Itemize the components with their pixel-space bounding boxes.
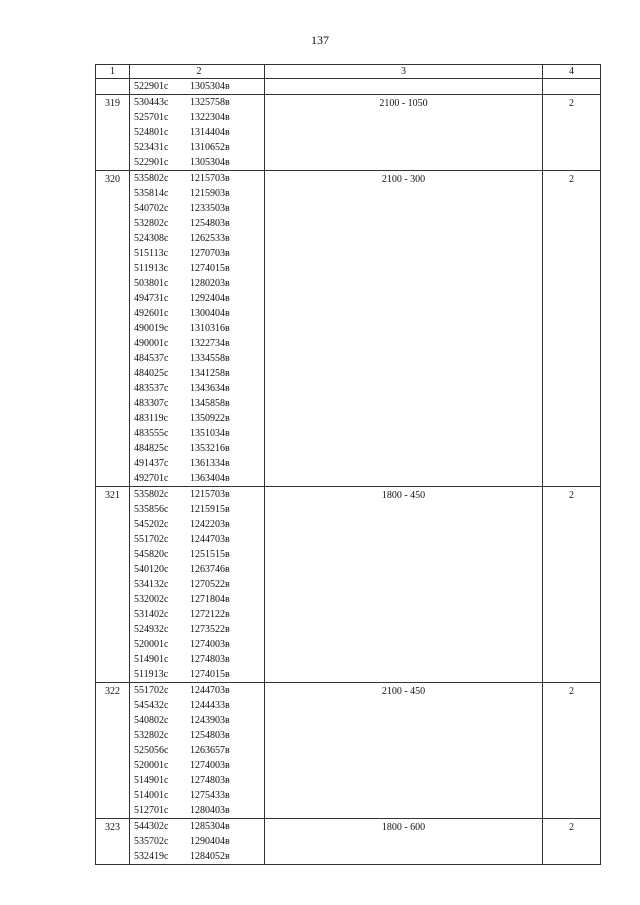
coordinates-cell [130, 95, 265, 171]
latitude-value: 483307с [134, 398, 169, 409]
latitude-value: 545202с [134, 519, 169, 530]
latitude-value: 535802с [134, 173, 169, 184]
latitude-value: 511913с [134, 669, 169, 680]
coordinate-pair [134, 849, 264, 864]
row-number: 319 [105, 98, 120, 109]
row-number-cell [96, 95, 130, 171]
longitude-value: 1341258в [190, 368, 230, 379]
longitude-value: 1345858в [190, 398, 230, 409]
latitude-value: 524932с [134, 624, 169, 635]
latitude-value: 551702с [134, 534, 169, 545]
coordinate-pair [134, 471, 264, 486]
longitude-value: 1242203в [190, 519, 230, 530]
range-cell [265, 79, 543, 95]
latitude-value: 492701с [134, 473, 169, 484]
longitude-value: 1280203в [190, 278, 230, 289]
longitude-value: 1254803в [190, 218, 230, 229]
longitude-value: 1361334в [190, 458, 230, 469]
longitude-value: 1244433в [190, 700, 230, 711]
latitude-value: 494731с [134, 293, 169, 304]
longitude-value: 1273522в [190, 624, 230, 635]
coordinate-pair [134, 110, 264, 125]
coordinates-cell [130, 487, 265, 683]
latitude-value: 514901с [134, 775, 169, 786]
longitude-value: 1300404в [190, 308, 230, 319]
latitude-value: 540702с [134, 203, 169, 214]
table-row [96, 683, 601, 819]
coordinate-pair [134, 592, 264, 607]
longitude-value: 1284052в [190, 851, 230, 862]
latitude-value: 540120с [134, 564, 169, 575]
longitude-value: 1274015в [190, 263, 230, 274]
coordinate-pair [134, 728, 264, 743]
coordinate-pair [134, 456, 264, 471]
table-row [96, 171, 601, 487]
range-cell [265, 171, 543, 487]
latitude-value: 483555с [134, 428, 169, 439]
table-header-row [96, 65, 601, 79]
row-number: 323 [105, 822, 120, 833]
coordinate-pair [134, 441, 264, 456]
longitude-value: 1274015в [190, 669, 230, 680]
coordinate-pair [134, 186, 264, 201]
page-number: 137 [311, 33, 329, 47]
coordinate-pair [134, 366, 264, 381]
count-cell [543, 683, 601, 819]
longitude-value: 1275433в [190, 790, 230, 801]
table-row [96, 819, 601, 865]
latitude-value: 520001с [134, 760, 169, 771]
coordinate-pair [134, 291, 264, 306]
coordinate-pair [134, 834, 264, 849]
longitude-value: 1322734в [190, 338, 230, 349]
coordinate-pair [134, 381, 264, 396]
longitude-value: 1233503в [190, 203, 230, 214]
latitude-value: 531402с [134, 609, 169, 620]
range-value: 2100 - 300 [381, 174, 426, 185]
latitude-value: 532419с [134, 851, 169, 862]
longitude-value: 1263746в [190, 564, 230, 575]
latitude-value: 524308с [134, 233, 169, 244]
longitude-value: 1215703в [190, 173, 230, 184]
longitude-value: 1251515в [190, 549, 230, 560]
count-cell [543, 819, 601, 865]
longitude-value: 1215915в [190, 504, 230, 515]
latitude-value: 484537с [134, 353, 169, 364]
longitude-value: 1272122в [190, 609, 230, 620]
count-value: 2 [569, 174, 574, 185]
latitude-value: 522901с [134, 81, 169, 92]
row-number: 320 [105, 174, 120, 185]
latitude-value: 492601с [134, 308, 169, 319]
latitude-value: 514001с [134, 790, 169, 801]
latitude-value: 483537с [134, 383, 169, 394]
row-number-cell [96, 171, 130, 487]
count-cell [543, 95, 601, 171]
longitude-value: 1305304в [190, 81, 230, 92]
range-cell [265, 487, 543, 683]
longitude-value: 1285304в [190, 821, 230, 832]
carryover-row [96, 79, 601, 95]
latitude-value: 532802с [134, 730, 169, 741]
coordinate-pair [134, 351, 264, 366]
coordinate-pair [134, 125, 264, 140]
range-value: 1800 - 450 [381, 490, 426, 501]
latitude-value: 540802с [134, 715, 169, 726]
latitude-value: 520001с [134, 639, 169, 650]
latitude-value: 503801с [134, 278, 169, 289]
latitude-value: 535802с [134, 489, 169, 500]
latitude-value: 490019с [134, 323, 169, 334]
longitude-value: 1274003в [190, 639, 230, 650]
count-value: 2 [569, 822, 574, 833]
coordinate-pair [134, 637, 264, 652]
coordinate-pair [134, 743, 264, 758]
longitude-value: 1334558в [190, 353, 230, 364]
longitude-value: 1274803в [190, 775, 230, 786]
row-number-cell [96, 683, 130, 819]
coordinate-pair [134, 306, 264, 321]
longitude-value: 1310652в [190, 142, 230, 153]
coordinate-pair [134, 562, 264, 577]
table-row [96, 487, 601, 683]
longitude-value: 1325758в [190, 97, 230, 108]
count-cell [543, 487, 601, 683]
count-value: 2 [569, 98, 574, 109]
coordinate-pair [134, 502, 264, 517]
latitude-value: 524801с [134, 127, 169, 138]
longitude-value: 1351034в [190, 428, 230, 439]
latitude-value: 484825с [134, 443, 169, 454]
column-header-2: 2 [130, 65, 265, 79]
row-number: 322 [105, 686, 120, 697]
longitude-value: 1271804в [190, 594, 230, 605]
count-value: 2 [569, 686, 574, 697]
latitude-value: 525701с [134, 112, 169, 123]
longitude-value: 1263657в [190, 745, 230, 756]
coordinate-pair [134, 261, 264, 276]
longitude-value: 1270522в [190, 579, 230, 590]
coordinate-pair [134, 140, 264, 155]
coordinate-pair [134, 607, 264, 622]
longitude-value: 1215703в [190, 489, 230, 500]
coordinate-pair [134, 321, 264, 336]
coordinates-table [95, 64, 601, 865]
coordinates-cell [130, 79, 265, 95]
coordinate-pair [134, 487, 264, 502]
longitude-value: 1363404в [190, 473, 230, 484]
longitude-value: 1280403в [190, 805, 230, 816]
longitude-value: 1305304в [190, 157, 230, 168]
count-value: 2 [569, 490, 574, 501]
latitude-value: 535856с [134, 504, 169, 515]
longitude-value: 1322304в [190, 112, 230, 123]
latitude-value: 545432с [134, 700, 169, 711]
longitude-value: 1292404в [190, 293, 230, 304]
longitude-value: 1244703в [190, 534, 230, 545]
table-row [96, 95, 601, 171]
coordinates-cell [130, 683, 265, 819]
range-cell [265, 819, 543, 865]
coordinate-pair [134, 788, 264, 803]
longitude-value: 1274803в [190, 654, 230, 665]
latitude-value: 532802с [134, 218, 169, 229]
latitude-value: 530443с [134, 97, 169, 108]
longitude-value: 1353216в [190, 443, 230, 454]
latitude-value: 491437с [134, 458, 169, 469]
latitude-value: 484025с [134, 368, 169, 379]
coordinate-pair [134, 95, 264, 110]
latitude-value: 551702с [134, 685, 169, 696]
longitude-value: 1350922в [190, 413, 230, 424]
coordinate-pair [134, 532, 264, 547]
row-number-cell [96, 819, 130, 865]
longitude-value: 1343634в [190, 383, 230, 394]
coordinate-pair [134, 803, 264, 818]
latitude-value: 535814с [134, 188, 169, 199]
coordinate-pair [134, 652, 264, 667]
coordinate-pair [134, 246, 264, 261]
longitude-value: 1262533в [190, 233, 230, 244]
latitude-value: 534132с [134, 579, 169, 590]
coordinate-pair [134, 667, 264, 682]
count-cell [543, 171, 601, 487]
range-cell [265, 683, 543, 819]
latitude-value: 525056с [134, 745, 169, 756]
coordinate-pair [134, 819, 264, 834]
coordinate-pair [134, 201, 264, 216]
row-number-cell [96, 79, 130, 95]
longitude-value: 1274003в [190, 760, 230, 771]
longitude-value: 1270703в [190, 248, 230, 259]
coordinate-pair [134, 155, 264, 170]
row-number: 321 [105, 490, 120, 501]
latitude-value: 483119с [134, 413, 169, 424]
coordinate-pair [134, 713, 264, 728]
longitude-value: 1215903в [190, 188, 230, 199]
latitude-value: 532002с [134, 594, 169, 605]
range-value: 1800 - 600 [381, 822, 426, 833]
coordinate-pair [134, 79, 264, 94]
longitude-value: 1244703в [190, 685, 230, 696]
latitude-value: 523431с [134, 142, 169, 153]
coordinate-pair [134, 216, 264, 231]
coordinate-pair [134, 231, 264, 246]
longitude-value: 1310316в [190, 323, 230, 334]
coordinate-pair [134, 698, 264, 713]
latitude-value: 490001с [134, 338, 169, 349]
range-value: 2100 - 1050 [379, 98, 428, 109]
coordinate-pair [134, 547, 264, 562]
latitude-value: 545820с [134, 549, 169, 560]
longitude-value: 1243903в [190, 715, 230, 726]
coordinate-pair [134, 426, 264, 441]
coordinate-pair [134, 773, 264, 788]
coordinate-pair [134, 622, 264, 637]
latitude-value: 522901с [134, 157, 169, 168]
range-cell [265, 95, 543, 171]
column-header-4: 4 [543, 65, 601, 79]
longitude-value: 1314404в [190, 127, 230, 138]
row-number-cell [96, 487, 130, 683]
coordinate-pair [134, 577, 264, 592]
count-cell [543, 79, 601, 95]
column-header-3: 3 [265, 65, 543, 79]
column-header-1: 1 [96, 65, 130, 79]
coordinates-cell [130, 819, 265, 865]
coordinate-pair [134, 683, 264, 698]
latitude-value: 515113с [134, 248, 169, 259]
latitude-value: 535702с [134, 836, 169, 847]
longitude-value: 1290404в [190, 836, 230, 847]
coordinate-pair [134, 396, 264, 411]
coordinate-pair [134, 276, 264, 291]
range-value: 2100 - 450 [381, 686, 426, 697]
coordinate-pair [134, 336, 264, 351]
latitude-value: 512701с [134, 805, 169, 816]
coordinate-pair [134, 171, 264, 186]
latitude-value: 544302с [134, 821, 169, 832]
coordinate-pair [134, 517, 264, 532]
coordinate-pair [134, 411, 264, 426]
latitude-value: 514901с [134, 654, 169, 665]
coordinates-cell [130, 171, 265, 487]
longitude-value: 1254803в [190, 730, 230, 741]
coordinate-pair [134, 758, 264, 773]
latitude-value: 511913с [134, 263, 169, 274]
